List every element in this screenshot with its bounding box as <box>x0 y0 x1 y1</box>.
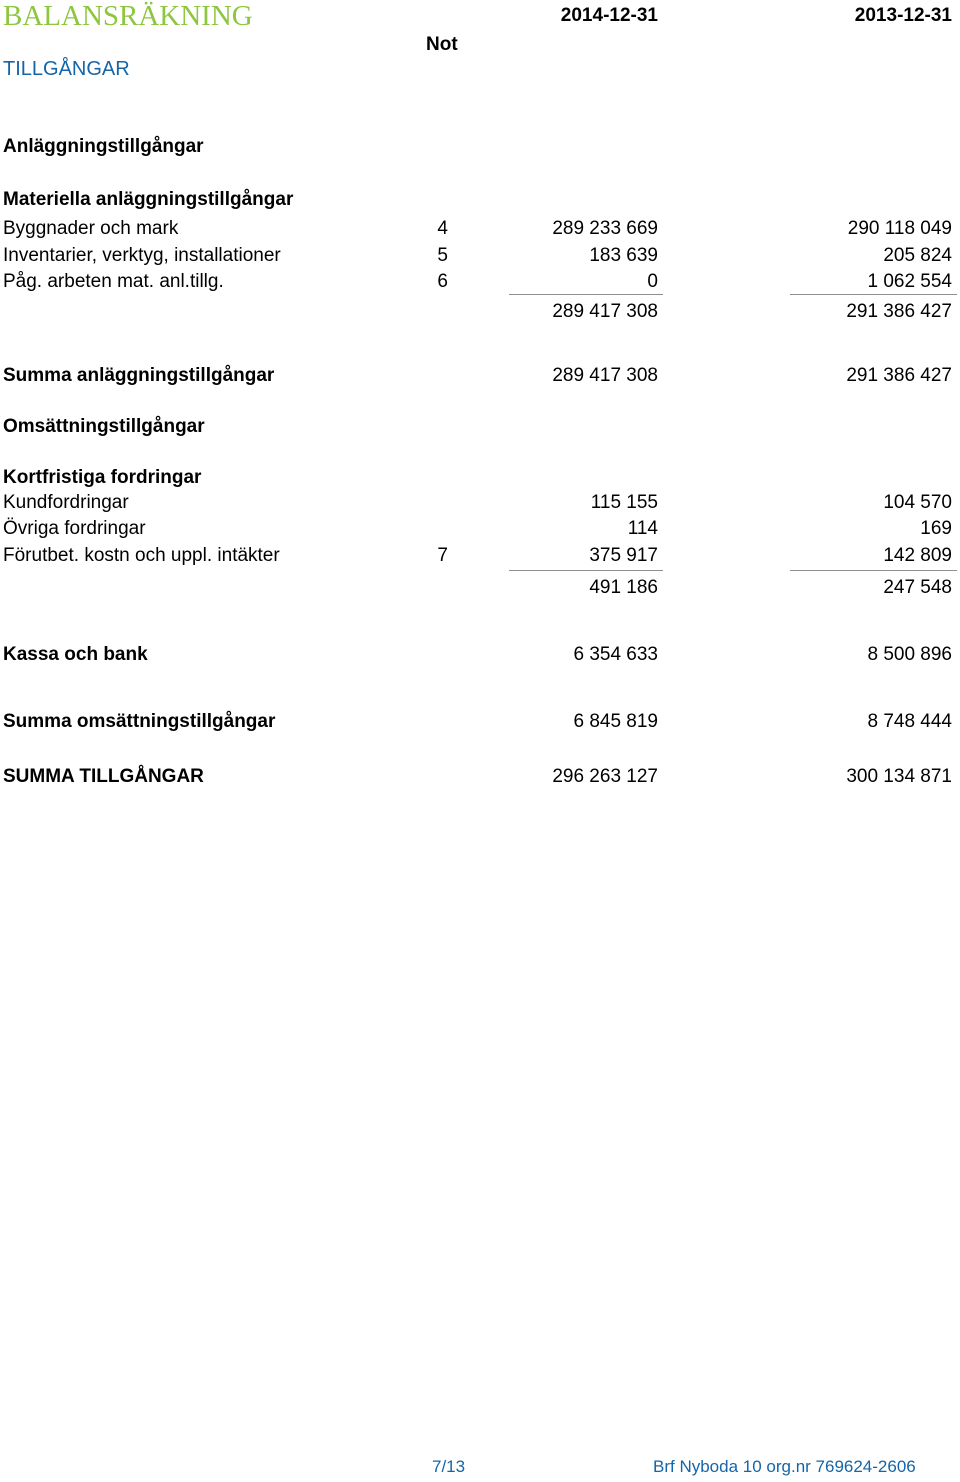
row-label: Övriga fordringar <box>3 518 146 539</box>
sum-previous: 291 386 427 <box>846 365 952 386</box>
kassa-current: 6 354 633 <box>573 644 658 665</box>
footer-org: Brf Nyboda 10 org.nr 769624-2606 <box>653 1457 916 1476</box>
sum-current: 6 845 819 <box>573 711 658 732</box>
total-label: SUMMA TILLGÅNGAR <box>3 766 204 787</box>
row-value-current: 289 233 669 <box>552 218 658 239</box>
column-header-previous: 2013-12-31 <box>854 5 952 26</box>
row-value-current: 115 155 <box>590 492 658 513</box>
row-label: Påg. arbeten mat. anl.tillg. <box>3 271 224 292</box>
row-note: 6 <box>437 271 448 292</box>
row-note: 4 <box>437 218 448 239</box>
row-value-previous: 104 570 <box>883 492 952 513</box>
row-note: 7 <box>437 545 448 566</box>
subgroup-heading-materiella: Materiella anläggningstillgångar <box>3 189 294 210</box>
kassa-previous: 8 500 896 <box>867 644 952 665</box>
row-label: Förutbet. kostn och uppl. intäkter <box>3 545 280 566</box>
row-value-current: 183 639 <box>589 245 658 266</box>
column-header-note: Not <box>426 34 458 55</box>
row-label: Kundfordringar <box>3 492 129 513</box>
row-value-previous: 205 824 <box>883 245 952 266</box>
row-note: 5 <box>437 245 448 266</box>
section-title: TILLGÅNGAR <box>3 58 130 80</box>
page-number: 7/13 <box>432 1457 466 1476</box>
total-current: 296 263 127 <box>552 766 658 787</box>
subtotal-rule-previous <box>790 570 957 571</box>
row-value-previous: 290 118 049 <box>847 218 952 239</box>
subtotal-rule-previous <box>790 294 957 295</box>
row-label: Byggnader och mark <box>3 218 179 239</box>
row-value-previous: 142 809 <box>883 545 952 566</box>
kassa-label: Kassa och bank <box>3 644 148 665</box>
column-header-current: 2014-12-31 <box>560 5 658 26</box>
page-title: BALANSRÄKNING <box>3 0 253 32</box>
row-label: Inventarier, verktyg, installationer <box>3 245 281 266</box>
total-previous: 300 134 871 <box>846 766 952 787</box>
row-value-current: 114 <box>627 518 658 539</box>
row-value-current: 375 917 <box>589 545 658 566</box>
subgroup-heading-kortfristiga: Kortfristiga fordringar <box>3 467 202 488</box>
subtotal-rule-current <box>509 294 663 295</box>
row-value-current: 0 <box>647 271 658 292</box>
subtotal-rule-current <box>509 570 663 571</box>
row-value-previous: 1 062 554 <box>867 271 952 292</box>
sum-current: 289 417 308 <box>552 365 658 386</box>
subtotal-previous: 247 548 <box>883 577 952 598</box>
sum-previous: 8 748 444 <box>867 711 952 732</box>
subtotal-current: 491 186 <box>589 577 658 598</box>
group-heading-omsattning: Omsättningstillgångar <box>3 416 205 437</box>
subtotal-previous: 291 386 427 <box>846 301 952 322</box>
sum-label: Summa anläggningstillgångar <box>3 365 275 386</box>
subtotal-current: 289 417 308 <box>552 301 658 322</box>
sum-label: Summa omsättningstillgångar <box>3 711 276 732</box>
group-heading-anlaggning: Anläggningstillgångar <box>3 136 204 157</box>
row-value-previous: 169 <box>920 518 952 539</box>
